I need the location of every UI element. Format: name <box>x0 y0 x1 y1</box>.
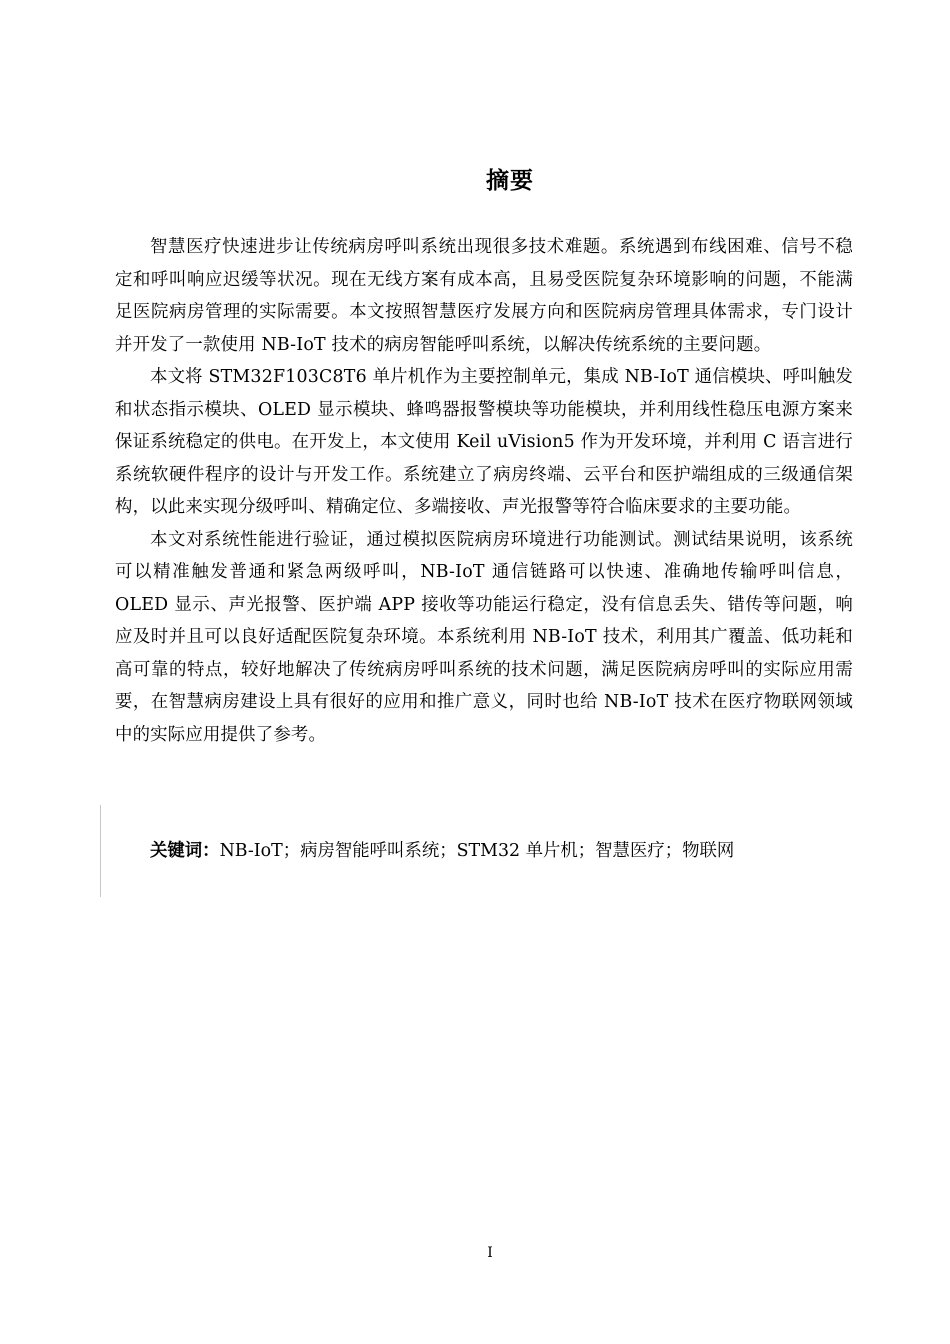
keywords-label: 关键词： <box>150 841 220 861</box>
abstract-title: 摘要 <box>486 168 534 194</box>
keywords-line <box>150 835 734 867</box>
abstract-paragraph-1: 智慧医疗快速进步让传统病房呼叫系统出现很多技术难题。系统遇到布线困难、信号不稳定和呼叫响应迟缓等状况。现在无线方案有成本高，且易受医院复杂环境影响的问题，不能满足医院病房管理的实际需要。本文按照智慧医疗发展方向和医院病房管理具体需求，专门设计并开发了一款使用 NB-IoT 技术的病房智能呼叫系统，以解决传统系统的主要问题。 <box>115 237 853 355</box>
page-number: I <box>487 1245 493 1261</box>
abstract-body <box>115 231 853 751</box>
keywords-text: NB-IoT；病房智能呼叫系统；STM32 单片机；智慧医疗；物联网 <box>219 841 735 861</box>
margin-rule <box>100 805 101 897</box>
abstract-paragraph-2: 本文将 STM32F103C8T6 单片机作为主要控制单元，集成 NB-IoT 通信模块、呼叫触发和状态指示模块、OLED 显示模块、蜂鸣器报警模块等功能模块，并利用线性稳压电源方案来保证系统稳定的供电。在开发上，本文使用 Keil uVision5 作为开发环境，并利用 C 语言进行系统软硬件程序的设计与开发工作。系统建立了病房终端、云平台和医护端组成的三级通信架构，以此来实现分级呼叫、精确定位、多端接收、声光报警等符合临床要求的主要功能。 <box>115 367 853 517</box>
abstract-paragraph-3: 本文对系统性能进行验证，通过模拟医院病房环境进行功能测试。测试结果说明，该系统可以精准触发普通和紧急两级呼叫，NB-IoT 通信链路可以快速、准确地传输呼叫信息，OLED 显示、声光报警、医护端 APP 接收等功能运行稳定，没有信息丢失、错传等问题，响应及时并且可以良好适配医院复杂环境。本系统利用 NB-IoT 技术，利用其广覆盖、低功耗和高可靠的特点，较好地解决了传统病房呼叫系统的技术问题，满足医院病房呼叫的实际应用需要，在智慧病房建设上具有很好的应用和推广意义，同时也给 NB-IoT 技术在医疗物联网领域中的实际应用提供了参考。 <box>115 529 853 745</box>
